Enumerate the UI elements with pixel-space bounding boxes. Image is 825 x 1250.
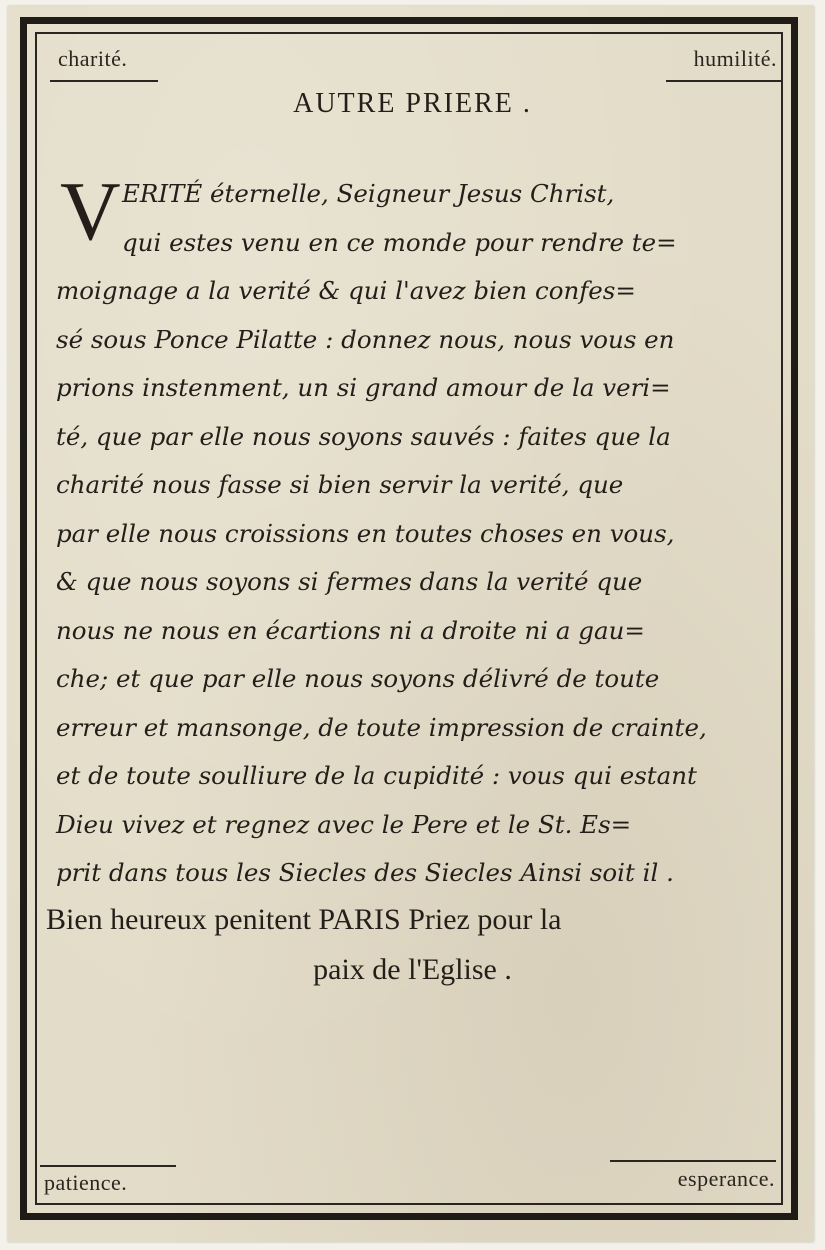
corner-label-charite: charité. <box>58 46 128 71</box>
prayer-line: prions instenment, un si grand amour de la veri= <box>56 373 671 402</box>
prayer-line: Dieu vivez et regnez avec le Pere et le St. Es= <box>56 809 632 839</box>
prayer-body <box>56 165 776 898</box>
prayer-line: par elle nous croissions en toutes choses en vous, <box>56 518 675 548</box>
corner-rule <box>666 80 782 82</box>
prayer-line: moignage a la verité & qui l'avez bien confes= <box>56 276 636 305</box>
prayer-line: té, que par elle nous soyons sauvés : faites que la <box>56 421 671 451</box>
corner-rule <box>40 1165 176 1167</box>
corner-rule <box>50 80 158 82</box>
closing-line: paix de l'Eglise . <box>313 953 512 986</box>
prayer-line: che; et que par elle nous soyons délivré de toute <box>56 664 660 693</box>
prayer-line: prit dans tous les Siecles des Siecles Ainsi soit il . <box>56 858 674 887</box>
prayer-title: AUTRE PRIERE . <box>293 88 532 119</box>
closing-invocation <box>0 895 825 995</box>
corner-label-humilite: humilité. <box>693 46 777 71</box>
prayer-line: nous ne nous en écartions ni a droite ni a gau= <box>56 615 645 645</box>
prayer-line: sé sous Ponce Pilatte : donnez nous, nous vous en <box>56 324 675 354</box>
corner-rule <box>610 1160 776 1162</box>
prayer-line: charité nous fasse si bien servir la verité, que <box>56 470 624 499</box>
prayer-line: ERITÉ éternelle, Seigneur Jesus Christ, <box>122 179 615 208</box>
prayer-line: et de toute soulliure de la cupidité : vous qui estant <box>56 761 697 790</box>
drop-cap: V <box>60 165 121 258</box>
prayer-line: & que nous soyons si fermes dans la verité que <box>56 567 643 596</box>
corner-label-patience: patience. <box>44 1170 128 1195</box>
corner-label-esperance: esperance. <box>677 1166 775 1191</box>
prayer-line: erreur et mansonge, de toute impression de craintе, <box>56 712 707 742</box>
prayer-line: qui estes venu en ce monde pour rendre te= <box>122 227 677 257</box>
closing-line: Bien heureux penitent PARIS Priez pour la <box>46 903 562 936</box>
